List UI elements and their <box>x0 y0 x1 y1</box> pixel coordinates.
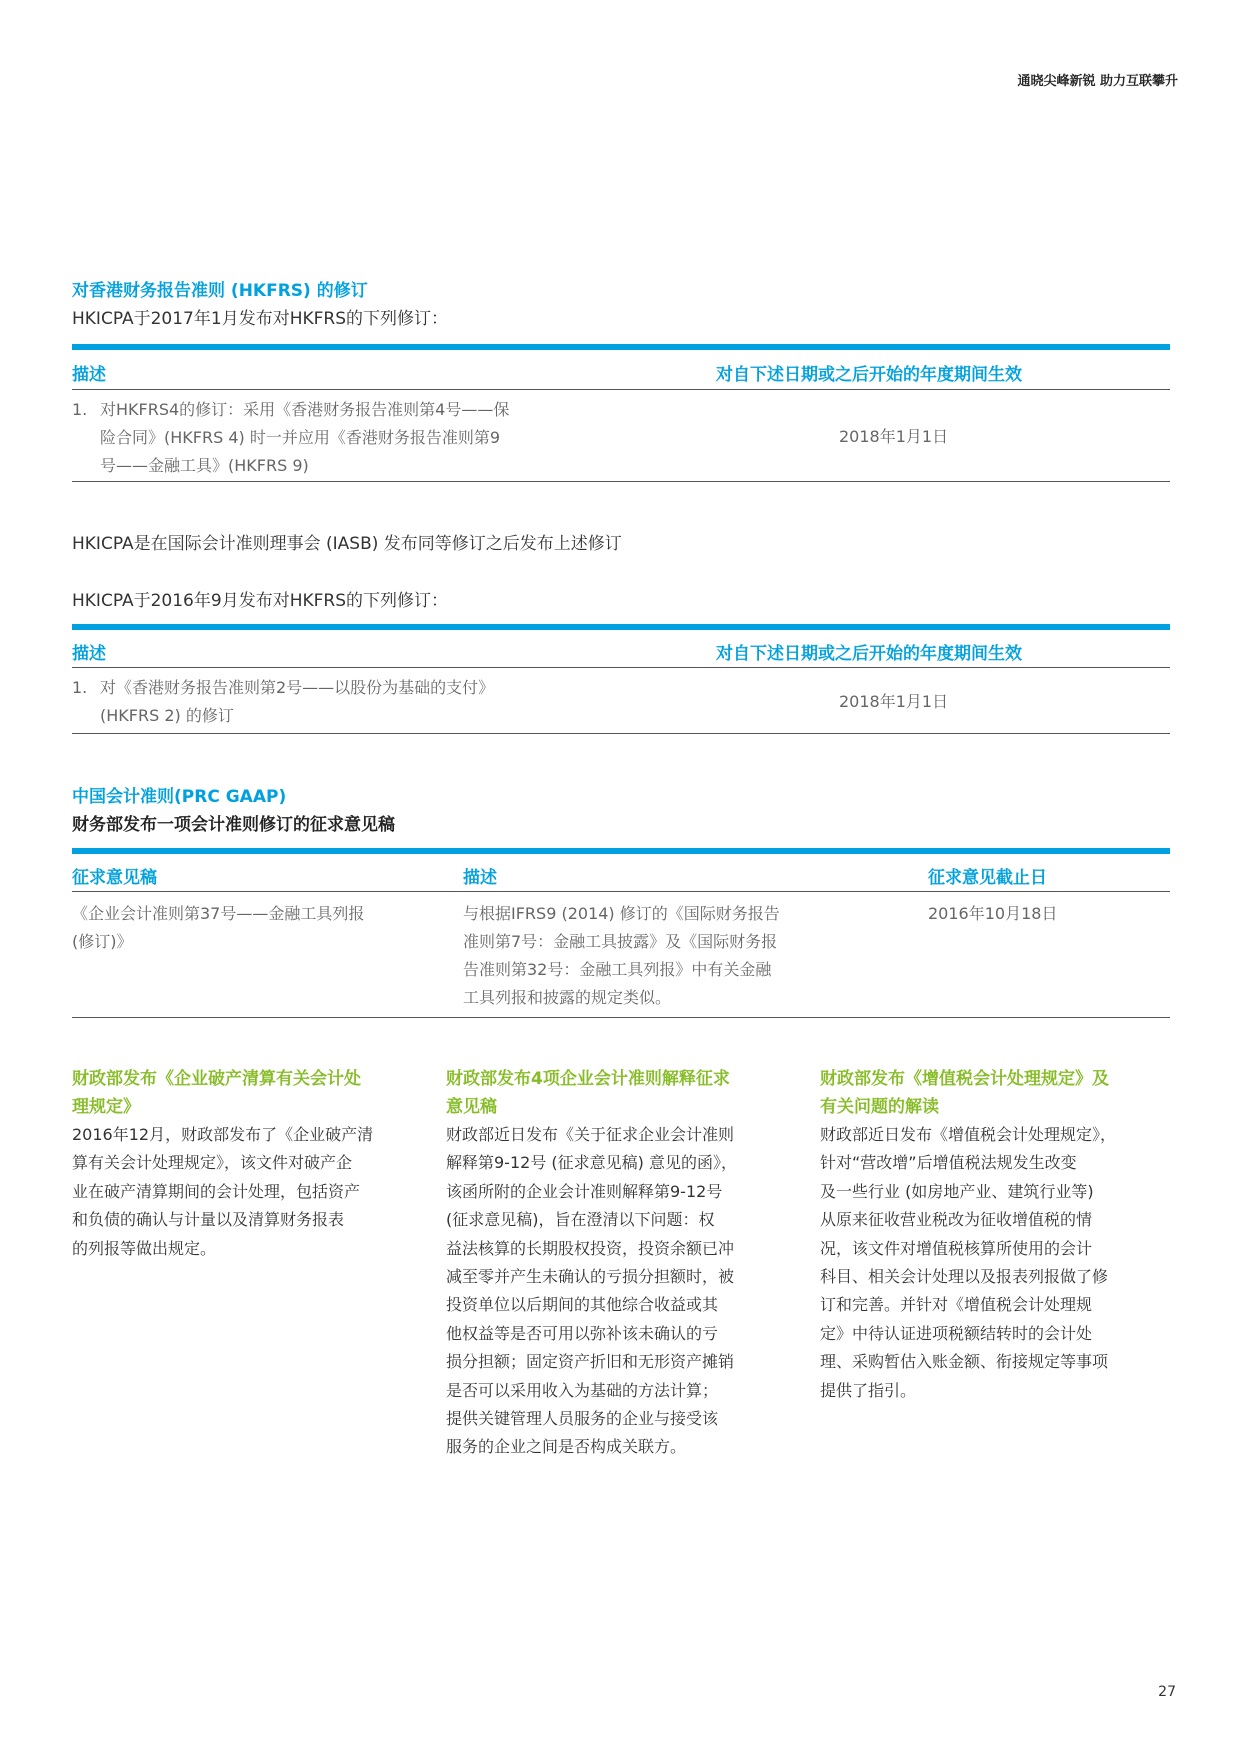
body-line: 算有关会计处理规定》，该文件对破产企 <box>72 1153 353 1173</box>
hkfrs-section-title: 对香港财务报告准则 (HKFRS) 的修订 <box>72 281 368 301</box>
table1-row <box>72 396 632 480</box>
table3-row-desc-line1: 与根据IFRS9 (2014) 修订的《国际财务报告 <box>463 904 780 923</box>
table3-row-desc-line2: 准则第7号：金融工具披露》及《国际财务报 <box>463 932 778 951</box>
body-line: 况，该文件对增值税核算所使用的会计 <box>820 1238 1093 1258</box>
column-bankruptcy <box>72 1065 422 1263</box>
body-line: 订和完善。并针对《增值税会计处理规 <box>820 1295 1093 1315</box>
table2-row-desc-line1: 对《香港财务报告准则第2号——以股份为基础的支付》 <box>100 678 495 697</box>
table1-row-number: 1. <box>72 400 88 419</box>
body-line: 的列报等做出规定。 <box>72 1238 217 1258</box>
body-line: 提供了指引。 <box>820 1380 917 1400</box>
table1-row-date: 2018年1月1日 <box>839 427 949 446</box>
column-vat-title-line2: 有关问题的解读 <box>820 1097 939 1117</box>
table1-top-bar <box>72 344 1170 350</box>
table3-header-draft: 征求意见稿 <box>72 868 157 888</box>
body-line: 财政部近日发布《关于征求企业会计准则 <box>446 1125 735 1144</box>
column-bankruptcy-title-line1: 财政部发布《企业破产清算有关会计处 <box>72 1069 361 1089</box>
column-vat-title-line1: 财政部发布《增值税会计处理规定》及 <box>820 1069 1109 1089</box>
table2-row-number: 1. <box>72 678 88 697</box>
table3-row-draft-line2: (修订)》 <box>72 932 133 951</box>
table2-bottom-rule <box>72 733 1170 734</box>
column-vat <box>820 1065 1170 1405</box>
table3-row-deadline: 2016年10月18日 <box>928 904 1058 923</box>
table3-header-rule <box>72 891 1170 892</box>
table2-header-desc: 描述 <box>72 644 106 664</box>
body-line: (征求意见稿)，旨在澄清以下问题：权 <box>446 1210 715 1230</box>
column-interpretations-title-line1: 财政部发布4项企业会计准则解释征求 <box>446 1069 730 1089</box>
body-line: 定》中待认证进项税额结转时的会计处 <box>820 1323 1093 1343</box>
table3-row-draft-line1: 《企业会计准则第37号——金融工具列报 <box>72 904 365 923</box>
table3-row-desc-line4: 工具列报和披露的规定类似。 <box>463 988 672 1007</box>
table2-row-date: 2018年1月1日 <box>839 692 949 711</box>
table3-header-desc: 描述 <box>463 868 497 888</box>
table2-row <box>72 674 632 730</box>
body-line: 财政部近日发布《增值税会计处理规定》， <box>820 1125 1117 1144</box>
page-number: 27 <box>1158 1684 1176 1700</box>
hkfrs-iasb-note: HKICPA是在国际会计准则理事会 (IASB) 发布同等修订之后发布上述修订 <box>72 534 622 554</box>
table2-header-rule <box>72 667 1170 668</box>
column-interpretations-body <box>446 1121 796 1462</box>
table3-row-desc <box>463 900 893 1012</box>
running-header: 通晓尖峰新锐 助力互联攀升 <box>1017 74 1178 89</box>
table1-header-desc: 描述 <box>72 365 106 385</box>
body-line: 业在破产清算期间的会计处理，包括资产 <box>72 1181 361 1201</box>
table2-top-bar <box>72 624 1170 630</box>
table1-row-desc-line2: 险合同》(HKFRS 4) 时一并应用《香港财务报告准则第9 <box>100 428 501 447</box>
column-bankruptcy-body <box>72 1121 422 1263</box>
body-line: 该函所附的企业会计准则解释第9-12号 <box>446 1181 723 1201</box>
table1-row-desc-line1: 对HKFRS4的修订：采用《香港财务报告准则第4号——保 <box>100 400 510 419</box>
table1-bottom-rule <box>72 481 1170 482</box>
column-vat-body <box>820 1121 1170 1405</box>
body-line: 从原来征收营业税改为征收增值税的情 <box>820 1210 1093 1230</box>
body-line: 2016年12月，财政部发布了《企业破产清 <box>72 1125 374 1144</box>
column-interpretations-title-line2: 意见稿 <box>446 1097 497 1117</box>
body-line: 投资单位以后期间的其他综合收益或其 <box>446 1295 719 1315</box>
prc-section-subtitle: 财务部发布一项会计准则修订的征求意见稿 <box>72 815 395 835</box>
body-line: 益法核算的长期股权投资，投资余额已冲 <box>446 1238 735 1258</box>
hkfrs-intro-2017: HKICPA于2017年1月发布对HKFRS的下列修订： <box>72 309 448 329</box>
body-line: 服务的企业之间是否构成关联方。 <box>446 1437 687 1457</box>
table1-header-date: 对自下述日期或之后开始的年度期间生效 <box>716 365 1022 385</box>
table2-row-desc-line2: (HKFRS 2) 的修订 <box>100 706 234 725</box>
table3-header-deadline: 征求意见截止日 <box>928 868 1047 888</box>
body-line: 及一些行业 (如房地产业、建筑行业等) <box>820 1181 1094 1201</box>
body-line: 解释第9-12号 (征求意见稿) 意见的函》， <box>446 1153 737 1173</box>
body-line: 理、采购暂估入账金额、衔接规定等事项 <box>820 1352 1109 1372</box>
table3-row-draft <box>72 900 442 956</box>
body-line: 他权益等是否可用以弥补该未确认的亏 <box>446 1323 719 1343</box>
body-line: 减至零并产生未确认的亏损分担额时，被 <box>446 1267 735 1287</box>
table1-header-rule <box>72 389 1170 390</box>
body-line: 和负债的确认与计量以及清算财务报表 <box>72 1210 345 1230</box>
hkfrs-intro-2016: HKICPA于2016年9月发布对HKFRS的下列修订： <box>72 591 448 611</box>
column-bankruptcy-title-line2: 理规定》 <box>72 1097 140 1117</box>
table3-row-desc-line3: 告准则第32号：金融工具列报》中有关金融 <box>463 960 772 979</box>
table3-bottom-rule <box>72 1017 1170 1018</box>
table3-top-bar <box>72 848 1170 854</box>
body-line: 提供关键管理人员服务的企业与接受该 <box>446 1409 719 1429</box>
body-line: 是否可以采用收入为基础的方法计算； <box>446 1380 719 1400</box>
body-line: 损分担额；固定资产折旧和无形资产摊销 <box>446 1352 735 1372</box>
table2-header-date: 对自下述日期或之后开始的年度期间生效 <box>716 644 1022 664</box>
column-interpretations <box>446 1065 796 1462</box>
body-line: 科目、相关会计处理以及报表列报做了修 <box>820 1267 1109 1287</box>
table1-row-desc-line3: 号——金融工具》(HKFRS 9) <box>100 456 309 475</box>
body-line: 针对“营改增”后增值税法规发生改变 <box>820 1153 1077 1173</box>
prc-section-title: 中国会计准则(PRC GAAP) <box>72 787 287 807</box>
